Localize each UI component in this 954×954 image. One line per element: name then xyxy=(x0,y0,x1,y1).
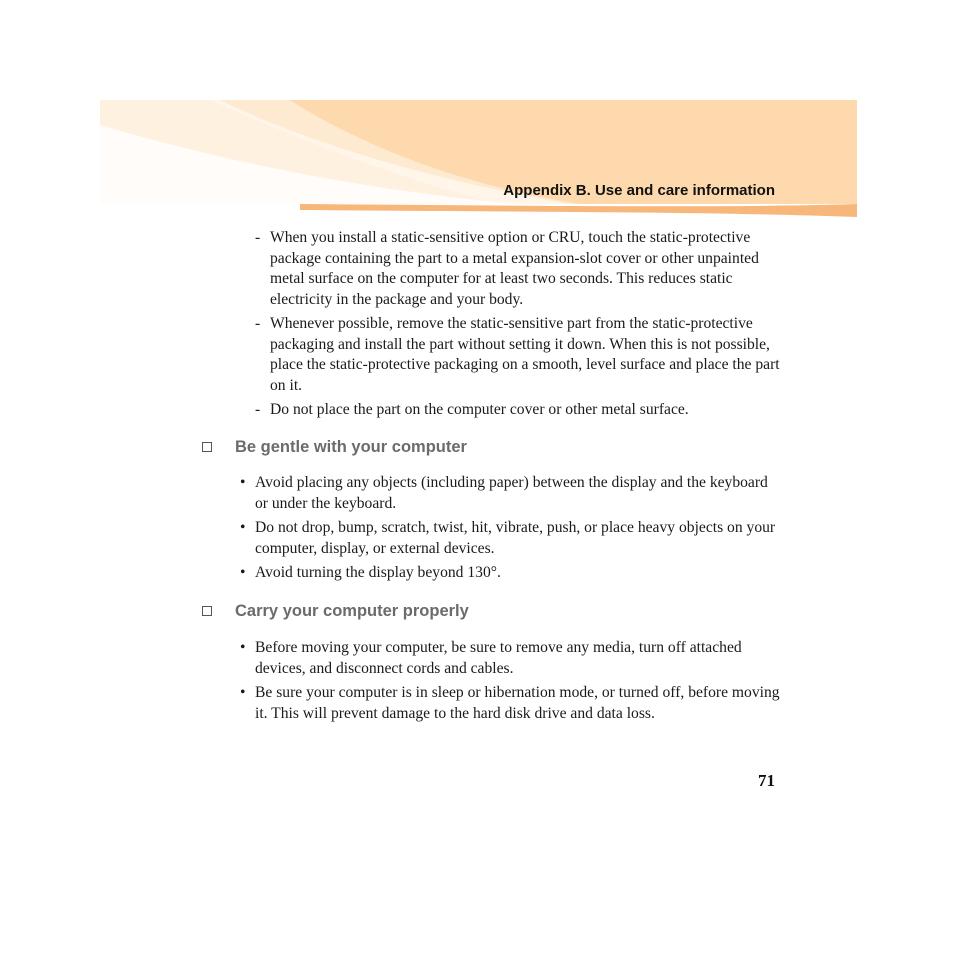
be-gentle-list xyxy=(239,473,784,588)
list-item xyxy=(255,400,785,421)
bullet-marker: • xyxy=(240,639,246,656)
list-item xyxy=(255,314,785,396)
section-heading-text: Carry your computer properly xyxy=(235,602,469,620)
bullet-marker: • xyxy=(240,519,246,536)
list-item xyxy=(239,473,784,514)
section-heading-text: Be gentle with your computer xyxy=(235,438,467,456)
dash-marker: - xyxy=(255,315,261,332)
list-item-text: When you install a static-sensitive option or CRU, touch the static-protective package containing the part to a metal expansion-slot cover or other unpainted metal surface on the computer for at least two seconds. This reduces static electricity in the package and your body. xyxy=(270,229,759,308)
section-heading-be-gentle xyxy=(202,438,467,457)
page-number: 71 xyxy=(758,771,775,790)
list-item xyxy=(239,638,784,679)
carry-properly-list xyxy=(239,638,784,728)
list-item-text: Do not drop, bump, scratch, twist, hit, vibrate, push, or place heavy objects on your computer, display, or external devices. xyxy=(255,519,776,557)
list-item-text: Avoid turning the display beyond 130°. xyxy=(255,564,501,581)
dash-marker: - xyxy=(255,229,261,246)
bullet-marker: • xyxy=(240,684,246,701)
square-bullet-icon xyxy=(202,442,212,452)
list-item xyxy=(239,518,784,559)
list-item xyxy=(239,563,784,584)
static-precautions-list xyxy=(255,228,785,425)
list-item-text: Be sure your computer is in sleep or hibernation mode, or turned off, before moving it. This will prevent damage to the hard disk drive and data loss. xyxy=(255,684,780,722)
list-item-text: Before moving your computer, be sure to remove any media, turn off attached devices, and disconnect cords and cables. xyxy=(255,639,742,677)
list-item-text: Do not place the part on the computer cover or other metal surface. xyxy=(270,401,689,418)
header-band xyxy=(100,100,857,217)
section-heading-carry-properly xyxy=(202,602,469,621)
list-item xyxy=(239,683,784,724)
bullet-marker: • xyxy=(240,564,246,581)
list-item-text: Avoid placing any objects (including paper) between the display and the keyboard or under the keyboard. xyxy=(255,474,768,512)
list-item xyxy=(255,228,785,310)
bullet-marker: • xyxy=(240,474,246,491)
header-title: Appendix B. Use and care information xyxy=(503,182,775,199)
list-item-text: Whenever possible, remove the static-sensitive part from the static-protective packaging and install the part without setting it down. When this is not possible, place the static-protective packaging on a smooth, level surface and place the part on it. xyxy=(270,315,780,394)
dash-marker: - xyxy=(255,401,261,418)
square-bullet-icon xyxy=(202,606,212,616)
